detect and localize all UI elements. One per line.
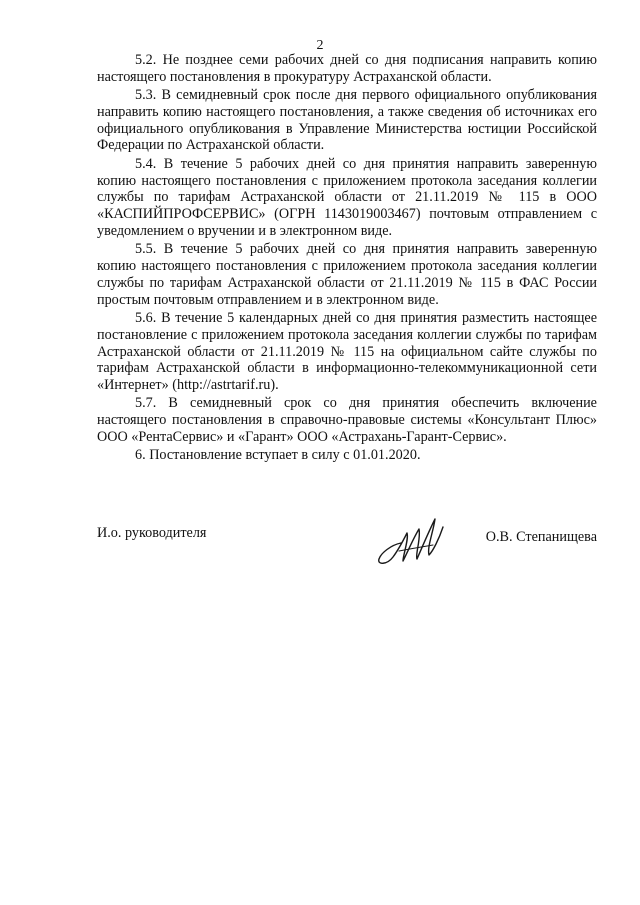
paragraph-6: 6. Постановление вступает в силу с 01.01.2020.: [135, 447, 421, 464]
signer-name: О.В. Степанищева: [485, 529, 597, 545]
paragraph-5-4: 5.4. В течение 5 рабочих дней со дня принятия направить заверенную копию настоящего постановления с приложением протокола заседания коллегии службы по тарифам Астраханской области от 21.11.2019 № 115 в ООО «КАСПИЙПРОФСЕРВИС» (ОГРН 1143019003467) почтовым отправлением с уведомлением о вручении и в электронном виде.: [97, 155, 597, 239]
paragraph-5-2: 5.2. Не позднее семи рабочих дней со дня подписания направить копию настоящего постановления в прокуратуру Астраханской области.: [97, 52, 597, 85]
signer-role: И.о. руководителя: [97, 525, 207, 541]
paragraph-5-3: 5.3. В семидневный срок после дня первого официального опубликования направить копию настоящего постановления, а также сведения об источниках его официального опубликования в Управление Министерства юстиции Российской Федерации по Астраханской области.: [97, 87, 597, 154]
document-body: [97, 52, 597, 466]
handwritten-signature: [373, 505, 447, 575]
paragraph-5-7: 5.7. В семидневный срок со дня принятия обеспечить включение настоящего постановления в справочно-правовые системы «Консультант Плюс» ООО «РентаСервис» и «Гарант» ООО «Астрахань-Гарант-Сервис».: [97, 395, 597, 446]
paragraph-5-5: 5.5. В течение 5 рабочих дней со дня принятия направить заверенную копию настоящего постановления с приложением протокола заседания коллегии службы по тарифам Астраханской области от 21.11.2019 № 115 в ФАС России простым почтовым отправлением и в электронном виде.: [97, 241, 597, 308]
paragraph-5-6: 5.6. В течение 5 календарных дней со дня принятия разместить настоящее постановление с приложением протокола заседания коллегии службы по тарифам Астраханской области от 21.11.2019 № 115 на официальном сайте службы по тарифам Астраханской области в информационно-телекоммуникационной сети «Интернет» (http://astrtarif.ru).: [97, 309, 597, 394]
signature-block: [97, 521, 597, 581]
page-number: 2: [316, 38, 324, 53]
